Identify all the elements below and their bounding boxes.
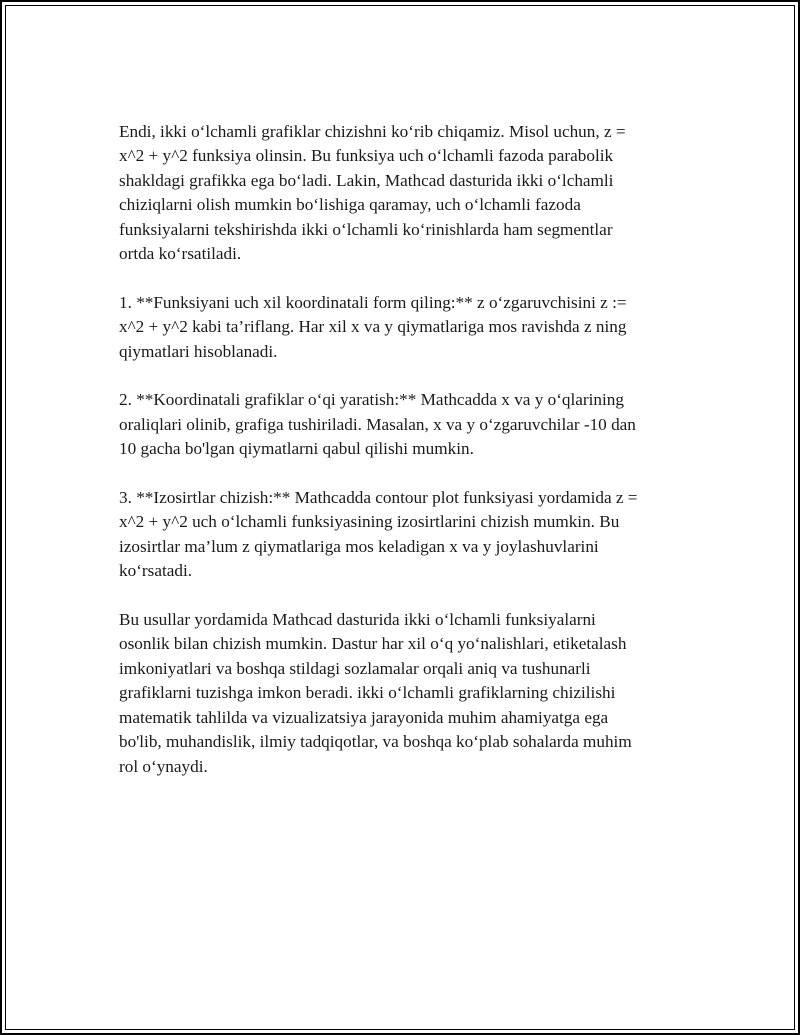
paragraph-step-2: 2. **Koordinatali grafiklar o‘qi yaratish:** Mathcadda x va y o‘qlarining oraliqlari olinib, grafiga tushiriladi. Masalan, x va y o‘zgaruvchilar -10 dan 10 gacha bo'lgan qiymatlarni qabul qilishi mumkin. (119, 390, 636, 459)
paragraph-step-1: 1. **Funksiyani uch xil koordinatali form qiling:** z o‘zgaruvchisini z := x^2 + y^2 kabi ta’riflang. Har xil x va y qiymatlariga mos ravishda z ning qiymatlari hisoblanadi. (119, 292, 627, 361)
paragraph-step-3: 3. **Izosirtlar chizish:** Mathcadda contour plot funksiyasi yordamida z = x^2 + y^2 uch o‘lchamli funksiyasining izosirtlarini chizish mumkin. Bu izosirtlar ma’lum z qiymatlariga mos keladigan x va y joylashuvlarini ko‘rsatadi. (119, 488, 638, 581)
paragraph-intro: Endi, ikki o‘lchamli grafiklar chizishni ko‘rib chiqamiz. Misol uchun, z = x^2 + y^2 funksiya olinsin. Bu funksiya uch o‘lchamli fazoda parabolik shakldagi grafikka ega bo‘ladi. Lakin, Mathcad dasturida ikki o‘lchamli chiziqlarni olish mumkin bo‘lishiga qaramay, uch o‘lchamli fazoda funksiyalarni tekshirishda ikki o‘lchamli ko‘rinishlarda ham segmentlar ortda ko‘rsatiladi. (119, 122, 626, 264)
document-body (119, 120, 679, 803)
paragraph-conclusion: Bu usullar yordamida Mathcad dasturida ikki o‘lchamli funksiyalarni osonlik bilan chizish mumkin. Dastur har xil o‘q yo‘nalishlari, etiketalash imkoniyatlari va boshqa stildagi sozlamalar orqali aniq va tushunarli grafiklarni tuzishga imkon beradi. ikki o‘lchamli grafiklarning chizilishi matematik tahlilda va vizualizatsiya jarayonida muhim ahamiyatga ega bo'lib, muhandislik, ilmiy tadqiqotlar, va boshqa ko‘plab sohalarda muhim rol o‘ynaydi. (119, 610, 632, 776)
